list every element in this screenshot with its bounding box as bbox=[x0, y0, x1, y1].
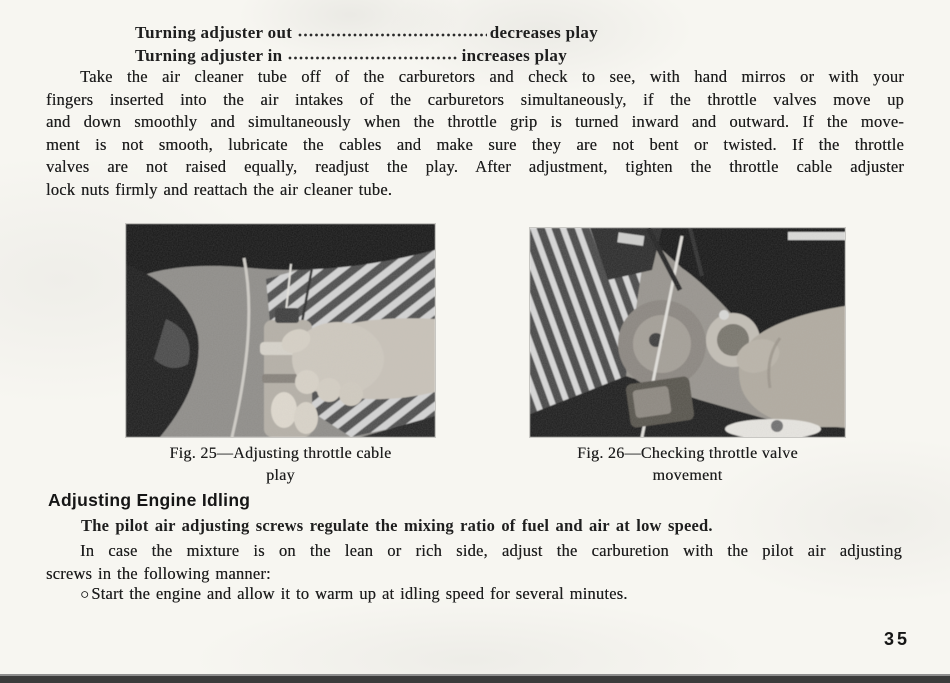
procedure-step bbox=[80, 584, 628, 604]
figure-26-photo bbox=[530, 228, 845, 437]
figure-26-caption-line1: Fig. 26—Checking throttle valve bbox=[577, 445, 798, 462]
figure-26-caption bbox=[530, 443, 845, 487]
figure-25-caption-line1: Fig. 25—Adjusting throttle cable bbox=[169, 445, 392, 462]
throttle-check-paragraph bbox=[46, 66, 904, 202]
figure-26-caption-line2: movement bbox=[652, 467, 723, 484]
adjuster-row-out bbox=[135, 21, 598, 44]
adjuster-out-label: Turning adjuster out bbox=[135, 23, 293, 42]
circle-bullet-icon: ○ bbox=[80, 587, 90, 603]
paragraph-line: screws in the following manner: bbox=[46, 564, 271, 583]
adjuster-row-in bbox=[135, 44, 567, 67]
paragraph-line: lock nuts firmly and reattach the air cleaner tube. bbox=[46, 179, 393, 199]
paragraph-line: ment is not smooth, lubricate the cables and make sure they are not bent or twisted. If the throttle bbox=[46, 134, 904, 154]
paragraph-line: fingers inserted into the air intakes of the carburetors simultaneously, if the throttle valves move up bbox=[46, 89, 904, 109]
adjuster-out-value: decreases play bbox=[489, 23, 598, 42]
throttle-valve-photo-illustration bbox=[530, 228, 845, 437]
adjuster-table bbox=[135, 21, 598, 67]
scan-edge-band bbox=[0, 674, 950, 683]
figure-25 bbox=[126, 224, 435, 487]
adjuster-in-value: increases play bbox=[461, 46, 567, 65]
paragraph-line: In case the mixture is on the lean or rich side, adjust the carburetion with the pilot air adjusting bbox=[80, 541, 902, 560]
paragraph-line: and down smoothly and simultaneously when the throttle grip is turned inward and outward. If the move- bbox=[46, 112, 904, 132]
mixture-paragraph bbox=[46, 539, 902, 585]
dotted-leader bbox=[288, 44, 458, 67]
procedure-step-text: Start the engine and allow it to warm up at idling speed for several minutes. bbox=[91, 584, 628, 603]
paragraph-line: valves are not raised equally, readjust the play. After adjustment, tighten the throttle cable adjuster bbox=[46, 157, 904, 177]
figure-26 bbox=[530, 228, 845, 487]
adjuster-in-label: Turning adjuster in bbox=[135, 46, 283, 65]
paragraph-line: Take the air cleaner tube off of the carburetors and check to see, with hand mirros or with your bbox=[80, 67, 904, 86]
dotted-leader bbox=[298, 21, 487, 44]
pilot-screw-bold-line: The pilot air adjusting screws regulate the mixing ratio of fuel and air at low speed. bbox=[81, 516, 713, 535]
figure-25-photo bbox=[126, 224, 435, 437]
figure-25-caption-line2: play bbox=[266, 467, 295, 484]
throttle-cable-photo-illustration bbox=[126, 224, 435, 437]
figure-25-caption bbox=[126, 443, 435, 487]
section-heading: Adjusting Engine Idling bbox=[48, 490, 251, 510]
page-number: 35 bbox=[884, 629, 911, 649]
